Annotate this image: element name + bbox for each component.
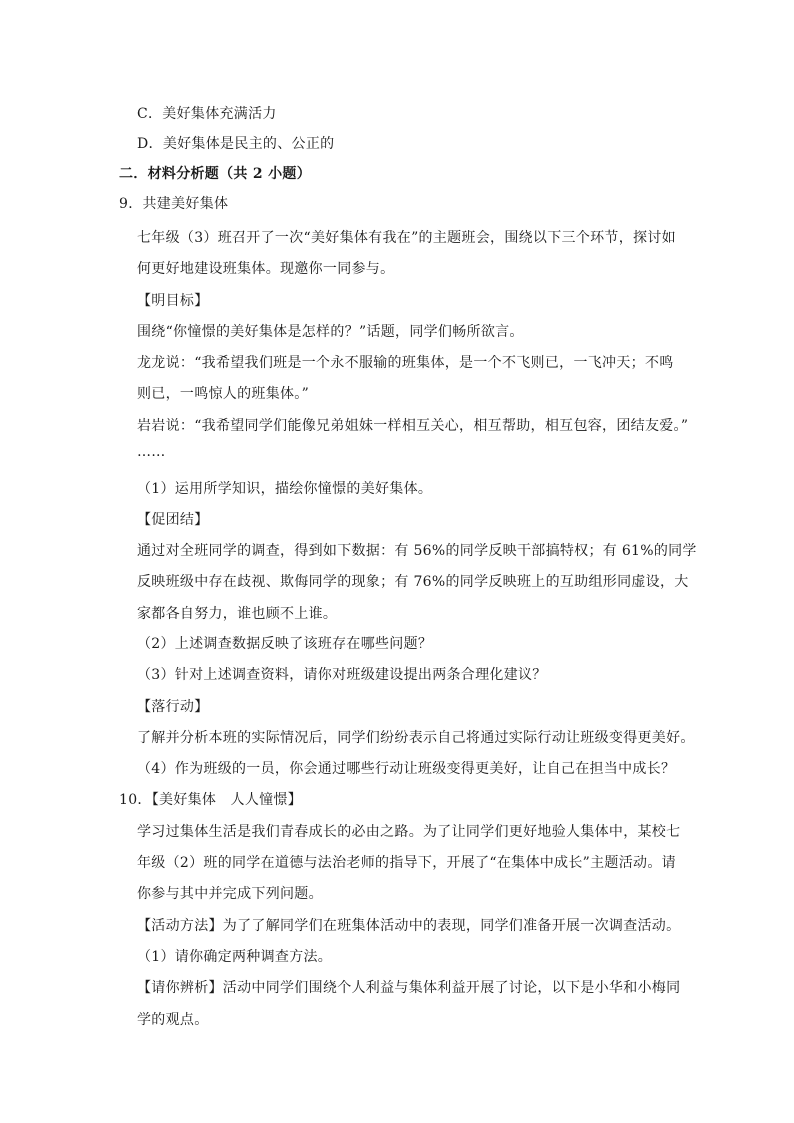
q9-part1-header: 【明目标】	[137, 293, 209, 309]
q9-part2-header: 【促团结】	[137, 512, 209, 528]
section-title: 二．材料分析题（共 2 小题）	[119, 166, 311, 182]
q9-part1-ellipsis: ……	[137, 444, 166, 460]
q9-sub-question-2: （2）上述调查数据反映了该班存在哪些问题？	[137, 636, 433, 652]
q9-sub-question-3: （3）针对上述调查资料，请你对班级建设提出两条合理化建议？	[137, 667, 547, 683]
q10-intro-line-3: 你参与其中并完成下列问题。	[137, 886, 323, 902]
q9-part1-line-3: 则已，一鸣惊人的班集体。”	[137, 386, 310, 402]
question-10-title: 10．【美好集体 人人憧憬】	[119, 792, 303, 808]
question-9-title: 9．共建美好集体	[119, 196, 229, 212]
q10-intro-line-2: 年级（2）班的同学在道德与法治老师的指导下，开展了“在集体中成长”主题活动。请	[137, 855, 676, 871]
q9-part1-line-2: 龙龙说：“我希望我们班是一个永不服输的班集体，是一个不飞则已，一飞冲天；不鸣	[137, 355, 674, 371]
q9-part3-line: 了解并分析本班的实际情况后，同学们纷纷表示自己将通过实际行动让班级变得更美好。	[137, 730, 695, 746]
q9-sub-question-1: （1）运用所学知识，描绘你憧憬的美好集体。	[137, 481, 433, 497]
q10-intro-line-1: 学习过集体生活是我们青春成长的必由之路。为了让同学们更好地验人集体中，某校七	[137, 824, 681, 840]
q9-part2-line-2: 反映班级中存在歧视、欺侮同学的现象；有 76%的同学反映班上的互助组形同虚设，大	[137, 574, 689, 590]
q10-method-line: 【活动方法】为了了解同学们在班集体活动中的表现，同学们准备开展一次调查活动。	[137, 918, 681, 934]
q9-part2-line-1: 通过对全班同学的调查，得到如下数据：有 56%的同学反映干部搞特权；有 61%的同学	[137, 543, 697, 559]
q10-analysis-line-2: 学的观点。	[137, 1012, 209, 1028]
q9-intro-line-2: 何更好地建设班集体。现邀你一同参与。	[137, 261, 395, 277]
option-d: D．美好集体是民主的、公正的	[137, 136, 335, 152]
option-c: C．美好集体充满活力	[137, 106, 277, 122]
q9-part3-header: 【落行动】	[137, 699, 209, 715]
q9-part2-line-3: 家都各自努力，谁也顾不上谁。	[137, 606, 338, 622]
q10-sub-question-1: （1）请你确定两种调查方法。	[137, 949, 333, 965]
q9-intro-line-1: 七年级（3）班召开了一次“美好集体有我在”的主题班会，围绕以下三个环节，探讨如	[137, 230, 676, 246]
q9-part1-line-1: 围绕“你憧憬的美好集体是怎样的？”话题，同学们畅所欲言。	[137, 324, 524, 340]
q10-analysis-line-1: 【请你辨析】活动中同学们围绕个人利益与集体利益开展了讨论，以下是小华和小梅同	[137, 980, 681, 996]
q9-part1-line-4: 岩岩说：“我希望同学们能像兄弟姐妹一样相互关心，相互帮助，相互包容，团结友爱。”	[137, 418, 689, 434]
q9-sub-question-4: （4）作为班级的一员，你会通过哪些行动让班级变得更美好，让自己在担当中成长？	[137, 761, 676, 777]
